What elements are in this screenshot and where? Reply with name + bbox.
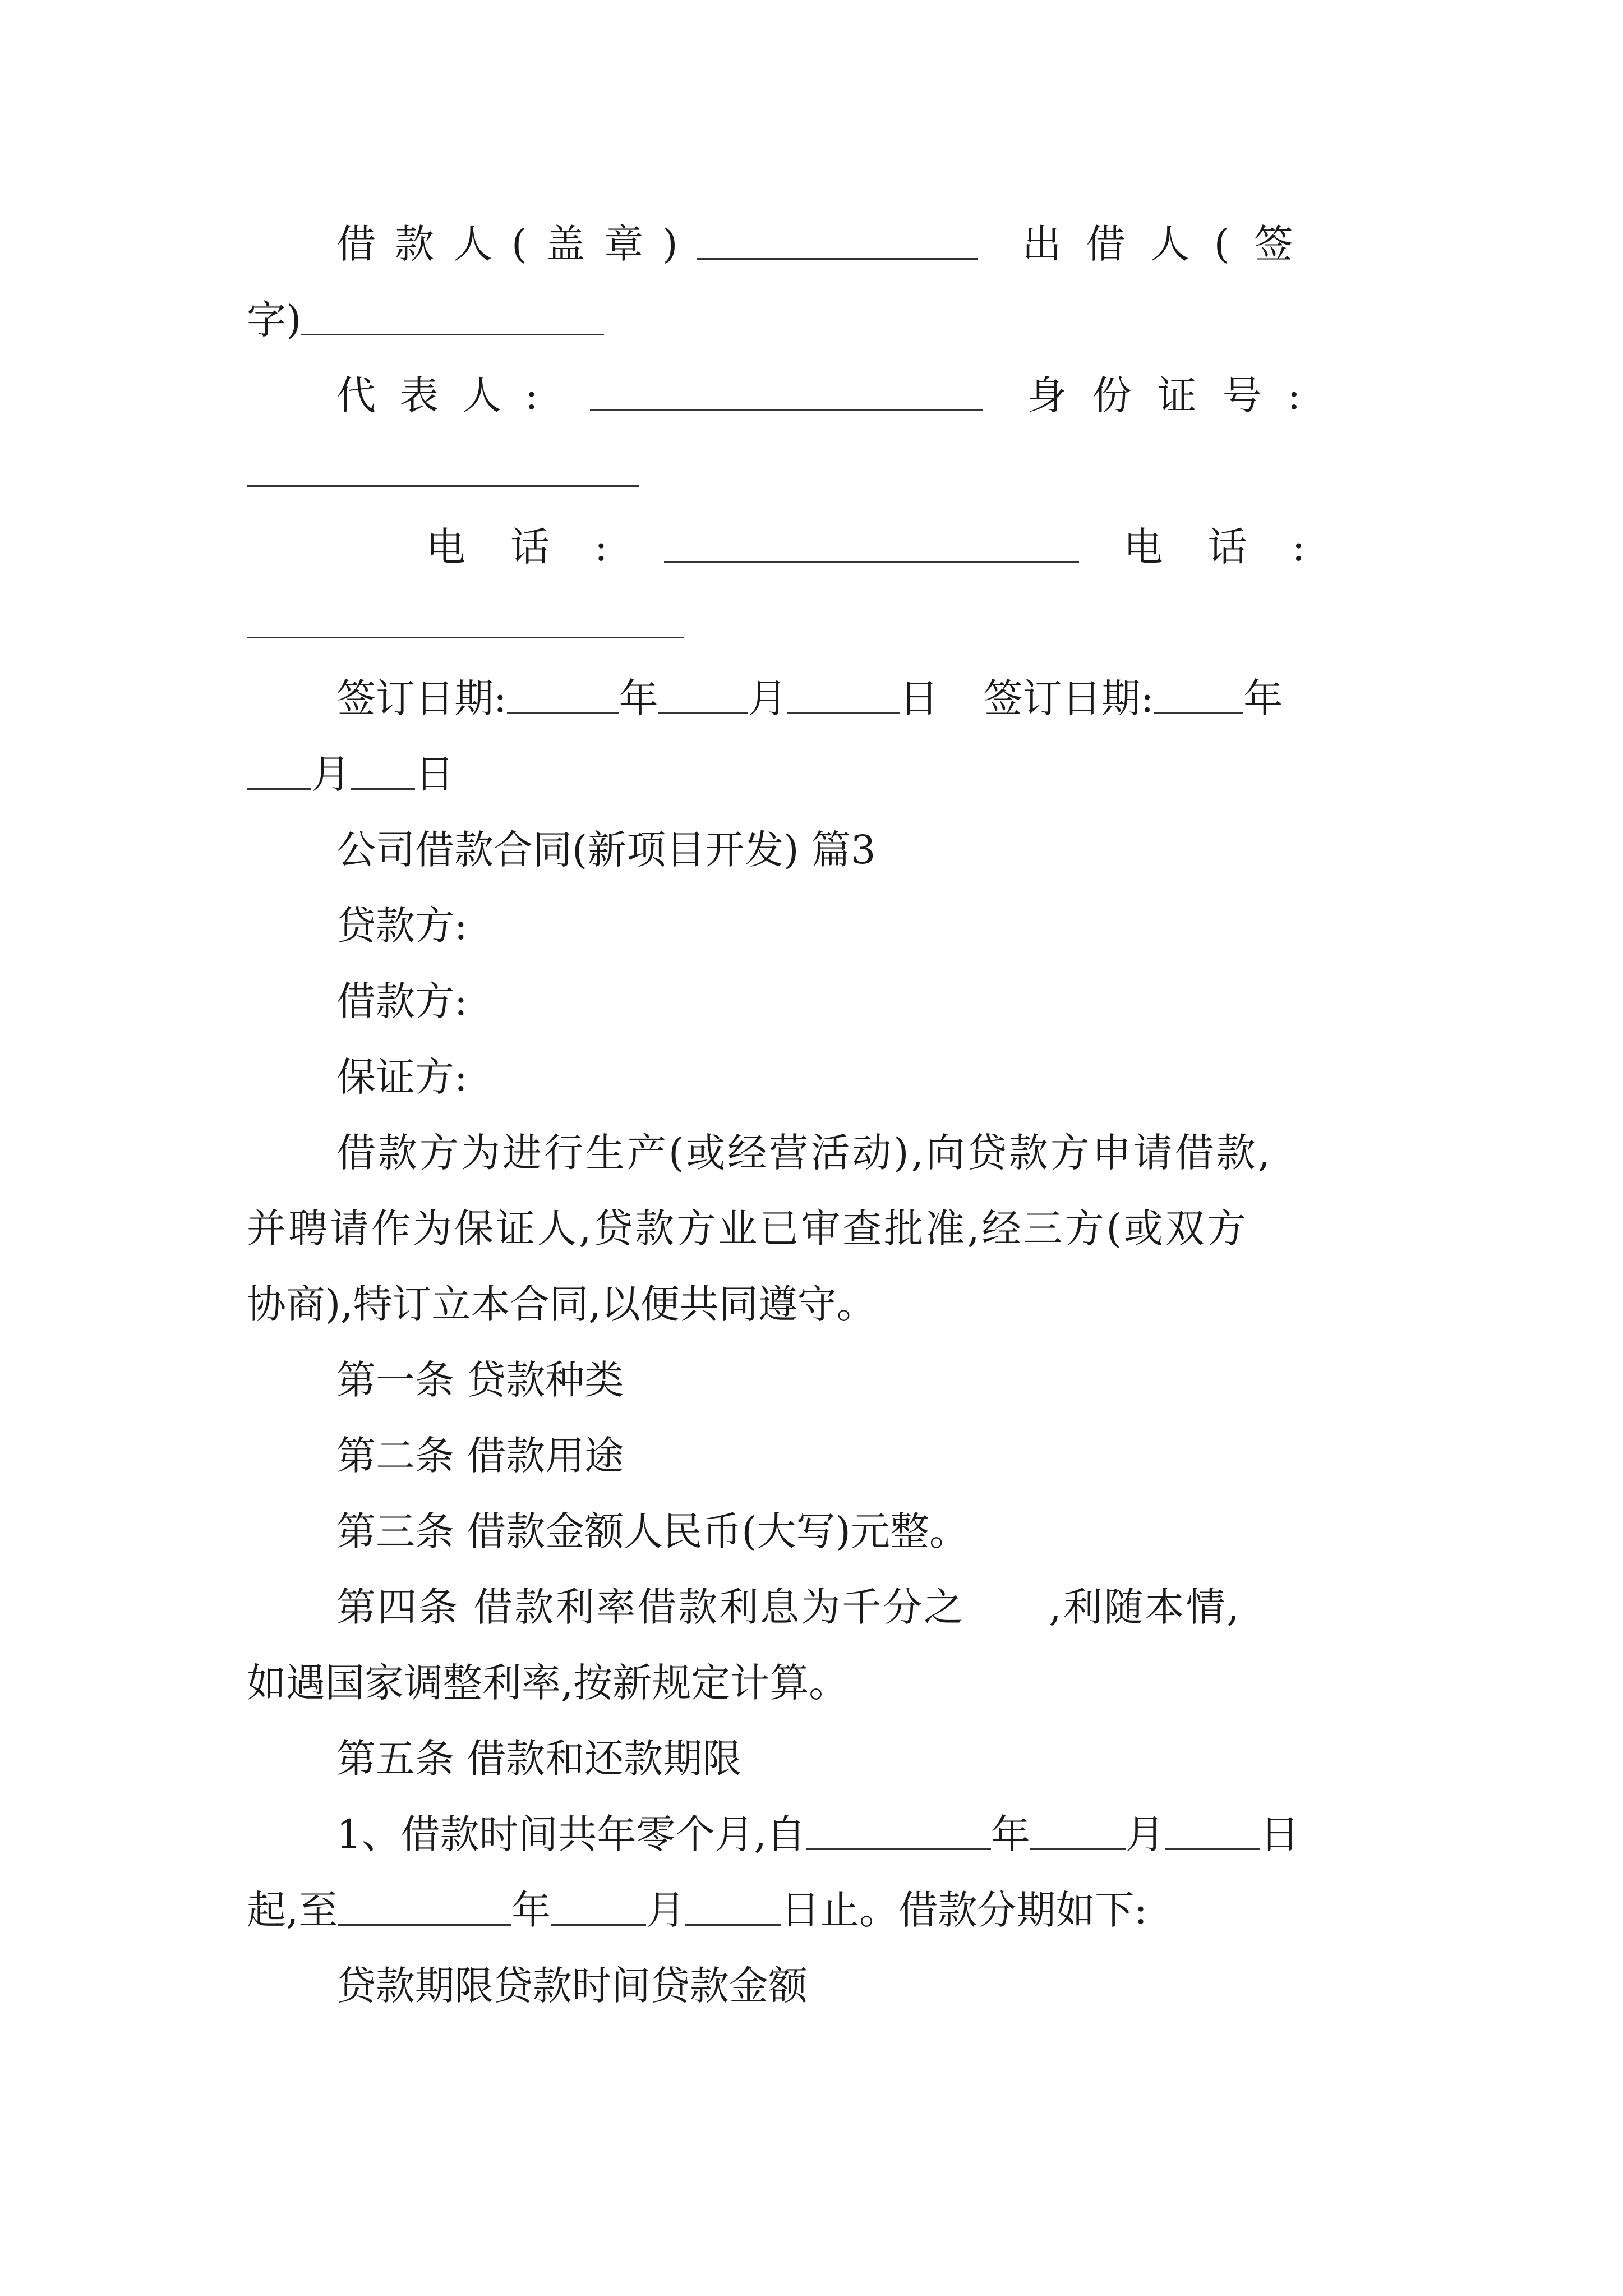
- sign-year-blank-left[interactable]: [507, 673, 619, 714]
- term-line1: [336, 1806, 1380, 1862]
- intro-paragraph-line2: 并聘请作为保证人,贷款方业已审查批准,经三方(或双方: [247, 1205, 1248, 1251]
- term-text-end: 日止。借款分期如下:: [781, 1887, 1147, 1933]
- term-text-cont: 起,至: [247, 1887, 338, 1933]
- sign-month-blank-right[interactable]: [247, 749, 311, 790]
- representative-row: [336, 367, 1380, 424]
- article-4-line1: [336, 1579, 1380, 1635]
- id-number-label: 身份证号:: [1027, 372, 1327, 418]
- year-label: 年: [1243, 675, 1283, 721]
- sign-month-blank-left[interactable]: [658, 673, 748, 714]
- id-number-row-cont: [247, 443, 1380, 499]
- term-start-day-blank[interactable]: [1165, 1809, 1260, 1850]
- phone-row: [426, 519, 1380, 575]
- day-label: 日: [899, 675, 939, 721]
- article-4-text: 第四条 借款利率借款利息为千分之: [336, 1584, 965, 1630]
- article-1: 第一条 贷款种类: [336, 1357, 624, 1403]
- month-label: 月: [646, 1887, 686, 1933]
- representative-blank[interactable]: [590, 370, 983, 411]
- lender-sign-blank[interactable]: [301, 295, 604, 335]
- lender-sign-row-cont: [247, 292, 1380, 348]
- id-number-blank[interactable]: [247, 446, 639, 487]
- day-label: 日: [415, 751, 454, 797]
- term-end-day-blank[interactable]: [685, 1885, 781, 1926]
- section-title: 公司借款合同(新项目开发) 篇3: [336, 827, 876, 873]
- borrower-seal-blank[interactable]: [697, 219, 978, 260]
- month-label: 月: [311, 751, 351, 797]
- term-end-year-blank[interactable]: [338, 1885, 511, 1926]
- day-label: 日: [1260, 1811, 1299, 1857]
- article-3: 第三条 借款金额人民币(大写)元整。: [336, 1508, 969, 1554]
- lender-sign-label: 出借人(签: [1022, 221, 1318, 267]
- phone-blank-left[interactable]: [664, 522, 1079, 563]
- phone-row-cont: [247, 595, 1380, 651]
- sign-day-blank-right[interactable]: [351, 749, 415, 790]
- term-text: 1、借款时间共年零个月,自: [336, 1811, 806, 1857]
- article-5: 第五条 借款和还款期限: [336, 1736, 742, 1782]
- month-label: 月: [748, 675, 787, 721]
- lender-sign-label-cont: 字): [247, 297, 302, 343]
- year-label: 年: [619, 675, 658, 721]
- article-4-line2: 如遇国家调整利率,按新规定计算。: [247, 1660, 849, 1706]
- term-start-month-blank[interactable]: [1030, 1809, 1126, 1850]
- intro-paragraph-line1: 借款方为进行生产(或经营活动),向贷款方申请借款,: [336, 1130, 1273, 1176]
- phone-label-right: 电话:: [1123, 524, 1350, 570]
- term-end-month-blank[interactable]: [551, 1885, 646, 1926]
- lender-line: 贷款方:: [336, 903, 468, 949]
- year-label: 年: [511, 1887, 551, 1933]
- schedule-header: 贷款期限贷款时间贷款金额: [336, 1963, 808, 2009]
- year-label: 年: [990, 1811, 1030, 1857]
- phone-label-left: 电话:: [426, 524, 653, 570]
- borrower-seal-label: 借款人(盖章): [336, 221, 697, 267]
- borrower-line: 借款方:: [336, 978, 468, 1024]
- sign-date-row: [336, 670, 1380, 726]
- sign-date-row-cont: [247, 746, 1380, 802]
- term-line2: [247, 1882, 1380, 1938]
- sign-year-blank-right[interactable]: [1154, 673, 1243, 714]
- borrower-seal-row: [336, 216, 1380, 272]
- sign-date-label-right: 签订日期:: [983, 675, 1154, 721]
- guarantor-line: 保证方:: [336, 1054, 468, 1100]
- term-start-year-blank[interactable]: [806, 1809, 991, 1850]
- article-2: 第二条 借款用途: [336, 1433, 624, 1479]
- sign-day-blank-left[interactable]: [787, 673, 900, 714]
- representative-label: 代表人:: [336, 372, 562, 418]
- month-label: 月: [1125, 1811, 1165, 1857]
- article-4-text-cont: ,利随本情,: [1049, 1584, 1241, 1630]
- sign-date-label-left: 签订日期:: [336, 675, 507, 721]
- intro-paragraph-line3: 协商),特订立本合同,以便共同遵守。: [247, 1281, 876, 1327]
- phone-blank-right[interactable]: [247, 597, 684, 638]
